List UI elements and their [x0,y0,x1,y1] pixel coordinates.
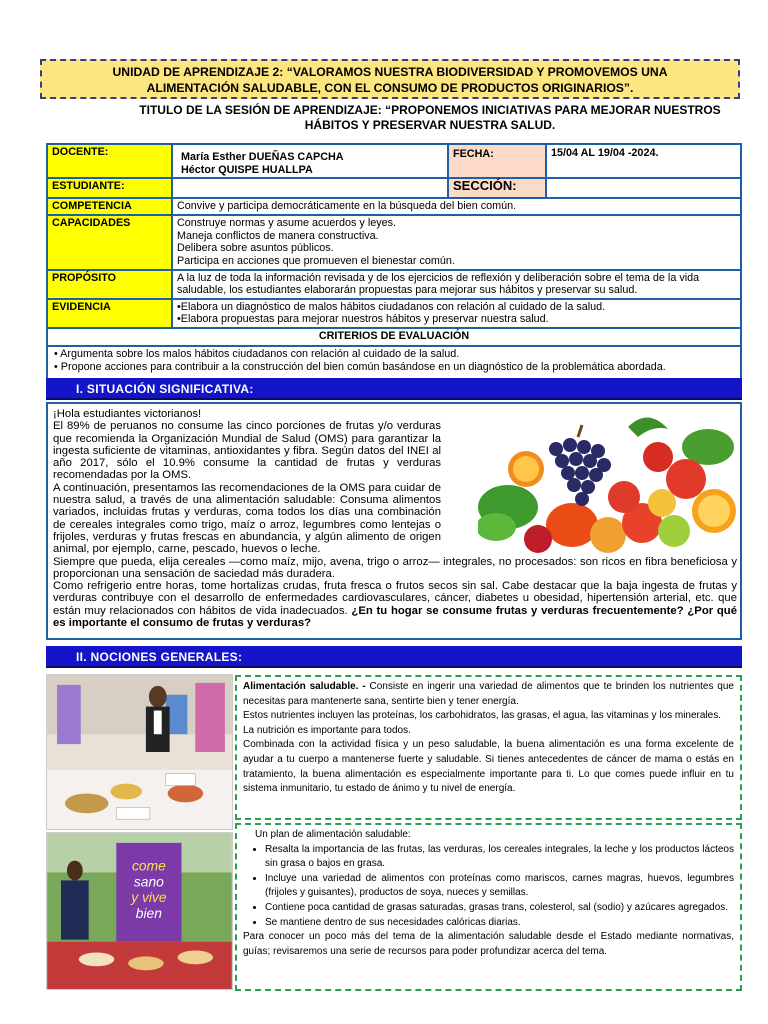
plan-alimentacion-box [235,823,742,991]
poster-text-come: come [131,857,166,874]
box1-title: Alimentación saludable. - [243,681,366,692]
docente-value [172,144,448,178]
capacidades-label: CAPACIDADES [47,215,172,269]
criterios-list [47,346,741,380]
evidencia-label: EVIDENCIA [47,299,172,328]
unit-banner [40,59,740,99]
competencia-value: Convive y participa democráticamente en la búsqueda del bien común. [172,198,741,215]
photo-come-sano-poster [46,832,233,990]
box1-paragraph-4: Combinada con la actividad física y un peso saludable, la buena alimentación es una forma excelente de ayudar a tu cuerpo a mantenerse fuerte y saludable. Si tienes antecedentes de cáncer de mama o estás en tratamiento, la buena alimentación es especialmente importante para ti. Lo que comes puede influir en tu sistema inmunitario, tu estado de ánimo y tu nivel de energía. [243,739,734,795]
box2-intro: Un plan de alimentación saludable: [255,829,411,840]
estudiante-label: ESTUDIANTE: [47,178,172,198]
fecha-label: FECHA: [448,144,546,178]
evidencia-list [172,299,741,328]
box2-list [243,843,734,931]
poster-text-sano: sano [133,873,164,890]
capacidades-list [172,215,741,269]
situacion-paragraph-3: Siempre que pueda, elija cereales —como maíz, mijo, avena, trigo o arroz— integrales, no procesados: son ricos en fibra beneficiosa y proporcionan una sensación de saciedad más duradera. [53,555,737,580]
unit-title-line2: ALIMENTACIÓN SALUDABLE, CON EL CONSUMO DE PRODUCTOS ORIGINARIOS”. [146,81,634,95]
box1-paragraph-2: Estos nutrientes incluyen las proteínas, los carbohidratos, las grasas, el agua, las vitaminas y los minerales. [243,710,722,722]
seccion-value[interactable] [546,178,741,198]
list-item: • Resalta la importancia de las frutas, las verduras, los cereales integrales, la leche y los productos lácteos sin grasa o bajos en grasa. [265,843,734,872]
capacidad-item: Delibera sobre asuntos públicos. [177,242,334,255]
capacidad-item: Maneja conflictos de manera constructiva. [177,229,379,242]
capacidad-item: Construye normas y asume acuerdos y leyes. [177,217,397,230]
fecha-value: 15/04 AL 19/04 -2024. [546,144,741,178]
capacidad-item: Participa en acciones que promueven el bienestar común. [177,254,455,267]
criterio-item: • Propone acciones para contribuir a la construcción del bien común basándose en un diagnóstico de la problemática abordada. [54,360,666,373]
situacion-paragraph-4: Como refrigerio entre horas, tome hortalizas crudas, fruta fresca o frutos secos sin sal. Cabe destacar que la baja ingesta de frutas y verduras contribuye con el desarrollo de enfermedades cardiovasculares, cáncer, diabetes u obesidad, hipertensión arterial, etc. que están muy relacionados con hábitos de vida inadecuados. [53,580,737,617]
proposito-label: PROPÓSITO [47,270,172,299]
proposito-value: A la luz de toda la información revisada y de los ejercicios de reflexión y deliberación sobre el tema de la vida saludable, los estudiantes elaborarán propuestas para mejorar sus hábitos y preservar su salud. [172,270,741,299]
box1-paragraph-3: La nutrición es importante para todos. [243,724,411,736]
photo-teacher-food-exhibit [46,674,233,830]
docente-name-2: Héctor QUISPE HUALLPA [181,163,313,176]
situacion-heading: I. SITUACIÓN SIGNIFICATIVA: [46,378,742,400]
situacion-paragraph-1: El 89% de peruanos no consume las cinco porciones de frutas y/o verduras que recomienda la Organización Mundial de Salud (OMS) para garantizar la ingesta suficiente de vitaminas, antioxidantes y fibra. Según datos del INEI al año 2017, sólo el 10.9% consume la cantidad de frutas y verduras recomendadas por la OMS. [53,420,441,482]
session-title-line2: HÁBITOS Y PRESERVAR NUESTRA SALUD. [304,118,556,132]
list-item: • Incluye una variedad de alimentos con proteínas como mariscos, carnes magras, huevos, legumbres (frijoles y guisantes), productos de soya, nueces y semillas. [265,872,734,901]
box2-outro: Para conocer un poco más del tema de la alimentación saludable desde el Estado mediante normativas, guías; revisaremos una serie de recursos para poder profundizar acerca del tema. [243,931,734,957]
situacion-greeting: ¡Hola estudiantes victorianos! [53,408,202,420]
docente-label: DOCENTE: [47,144,172,178]
evidencia-item: •Elabora propuestas para mejorar nuestros hábitos y preservar nuestra salud. [177,313,549,326]
session-title [120,103,740,133]
situacion-paragraph-2: A continuación, presentamos las recomendaciones de la OMS para cuidar de nuestra salud, a través de una alimentación saludable: Consuma alimentos variados, incluidas frutas y verduras, coma todos los días una combinación de cereales integrales como trigo, maíz o arroz, legumbres como lentejas o frijoles, verduras y frutas frescas en abundancia, y algún alimento de origen animal, por ejemplo, carne, pescado, huevos o leche. [53,481,441,556]
box1-intro-wrap [243,680,734,709]
list-item: • Contiene poca cantidad de grasas saturadas, grasas trans, colesterol, sal (sodio) y azúcares agregados. [265,901,734,916]
estudiante-value[interactable] [172,178,448,198]
fruits-vegetables-image [478,407,740,559]
session-info-table [46,143,742,381]
seccion-label: SECCIÓN: [448,178,546,198]
criterios-heading: CRITERIOS DE EVALUACIÓN [47,328,741,346]
unit-title-line1: UNIDAD DE APRENDIZAJE 2: “VALORAMOS NUESTRA BIODIVERSIDAD Y PROMOVEMOS UNA [112,65,668,79]
poster-text-vive: y vive [131,889,167,906]
situacion-question: ¿En tu hogar se consume frutas y verduras frecuentemente? ¿Por qué es importante el consumo de frutas y verduras? [53,604,737,630]
situacion-paragraph-4-wrap [53,580,737,629]
box1-intro: Consiste en ingerir una variedad de alimentos que te brinden los nutrientes que necesitas para mantenerte sana, sentirte bien y tener energía. [243,681,734,707]
evidencia-item: •Elabora un diagnóstico de malos hábitos ciudadanos con relación al cuidado de la salud. [177,300,606,313]
session-title-line1: TITULO DE LA SESIÓN DE APRENDIZAJE: “PROPONEMOS INICIATIVAS PARA MEJORAR NUESTROS [139,103,721,117]
poster-text-bien: bien [135,904,162,921]
docente-name-1: María Esther DUEÑAS CAPCHA [181,151,344,163]
list-item: • Se mantiene dentro de sus necesidades calóricas diarias. [265,916,734,931]
nociones-heading: II. NOCIONES GENERALES: [46,646,742,668]
alimentacion-saludable-box [235,675,742,820]
competencia-label: COMPETENCIA [47,198,172,215]
criterio-item: • Argumenta sobre los malos hábitos ciudadanos con relación al cuidado de la salud. [54,347,460,360]
